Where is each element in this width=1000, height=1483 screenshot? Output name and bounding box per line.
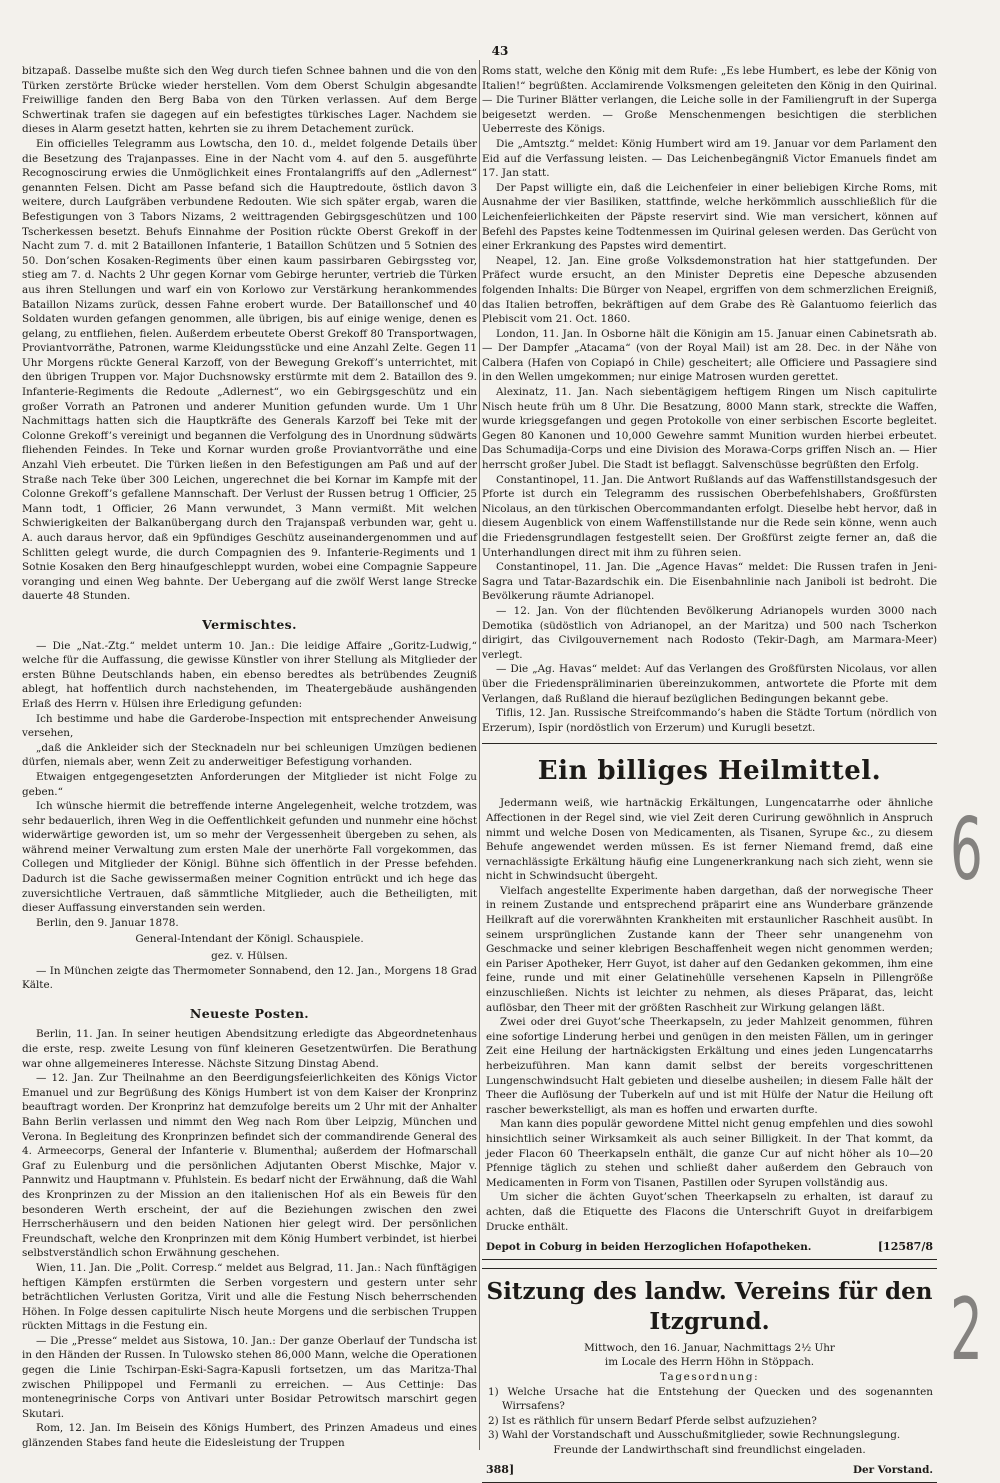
ad-paragraph: Vielfach angestellte Experimente haben dargethan, daß der norwegische Theer in reinem Zustande und entsprechend präparirt eine ans Wunderbare gränzende Heilkraft auf die vorerwähnten Krankheiten mit erstaunlicher Raschheit ausübt. In seinem ursprünglichen Zustande kann der Theer sehr unangenehm von Geschmacke und seiner klebrigen Beschaffenheit wegen nicht genommen werden; ein Pariser Apotheker, Herr Guyot, ist daher auf den Gedanken gekommen, ihm eine feine, runde und mit einer Gelatinehülle versehenen Kapseln in Pillengröße einzuschließen. Nichts ist leichter zu nehmen, als dieses Präparat, das, leicht auflösbar, den Theer mit der größten Raschheit zur Wirkung gelangen läßt. [486, 884, 933, 1014]
handwritten-mark: 2 [950, 1280, 984, 1380]
news-item: — Die „Ag. Havas“ meldet: Auf das Verlangen des Großfürsten Nicolaus, vor allen über die Friedenspräliminarien übereinzukommen, antwortete die Pforte mit dem Verlangen, daß Rußland die hierauf bezüglichen Bedingungen bekannt gebe. [482, 663, 937, 705]
news-item: Roms statt, welche den König mit dem Rufe: „Es lebe Humbert, es lebe der König von Italien!“ begrüßten. Acclamirende Volksmengen geleiteten den König in den Quirinal. — Die Turiner Blätter verlangen, die Leiche solle in der Familiengruft in der Superga beigesetzt werden. — Große Menschenmengen besichtigen die sterblichen Ueberreste des Königs. [482, 65, 937, 136]
page-number: 43 [491, 44, 509, 58]
ad-line: im Locale des Herrn Höhn in Stöppach. [604, 1356, 815, 1369]
section-heading-neueste-posten: Neueste Posten. [189, 1005, 310, 1021]
decree-paragraph: Ich wünsche hiermit die betreffende interne Angelegenheit, welche trotzdem, was sehr bedauerlich, ihren Weg in die Oeffentlichkeit gefunden und nunmehr eine höchst widerwärtige geworden ist, um so mehr der Vergessenheit übergeben zu sehen, als während meiner Verwaltung zum ersten Male der unerhörte Fall vorgekommen, das Collegen und Mitglieder der Königl. Bühne sich öffentlich in der Presse befehden. Dadurch ist die Sache gewissermaßen meiner Cognition entrückt und ich hege das zuversichtliche Vertrauen, daß sämmtliche Mitglieder, auch die Betheiligten, mit dieser Auffassung einverstanden sein werden. [22, 800, 477, 915]
ad-footer [486, 1240, 933, 1255]
news-item: Neapel, 12. Jan. Eine große Volksdemonstration hat hier stattgefunden. Der Präfect wurde ersucht, an den Minister Depretis eine Depesche abzusenden folgenden Inhalts: Die Bürger von Neapel, ergriffen von dem schmerzlichen Ereigniß, das Italien betroffen, bekräftigen auf dem Grabe des Rè Galantuomo feierlich das Plebiscit vom 21. Oct. 1860. [482, 254, 937, 326]
decree-date: Berlin, den 9. Januar 1878. [36, 916, 179, 929]
article-paragraph: Ein officielles Telegramm aus Lowtscha, den 10. d., meldet folgende Details über die Besetzung des Trajanpasses. Eine in der Nacht vom 4. auf den 5. ausgeführte Recognoscirung erwies die Unmöglichkeit eines Frontalangriffs auf den „Adlernest“ genannten Felsen. Dicht am Passe befand sich die Hauptredoute, östlich davon 3 weitere, durch Laufgräben verbundene Redouten. Wie sich später ergab, waren die Befestigungen von 3 Tabors Nizams, 2 weittragenden Gebirgsgeschützen und 100 Tscherkessen besetzt. Behufs Einnahme der Position rückte Oberst Grekoff in der Nacht zum 7. d. mit 2 Bataillonen Infanterie, 1 Bataillon Schützen und 5 Sotnien des 50. Don’schen Kosaken-Regiments über einen kaum passirbaren Gebirgssteg vor, stieg am 7. d. Nachts 2 Uhr gegen Kornar vom Gebirge herunter, vertrieb die Türken aus ihren Stellungen und warf ein von Korlowo zur Verstärkung herankommendes Bataillon Nizams zurück, dessen Fahne erobert wurde. Der Bataillonschef und 40 Soldaten wurden gefangen genommen, alle übrigen, bis auf einige wenige, denen es gelang, zu entfliehen, fielen. Außerdem erbeutete Oberst Grekoff 80 Transportwagen, Proviantvorräthe, Patronen, warme Kleidungsstücke und eine Anzahl Zelte. Gegen 11 Uhr Morgens rückte General Karzoff, von der Bewegung Grekoff’s unterrichtet, mit den übrigen Truppen vor. Major Duchsnowsky erstürmte mit dem 2. Bataillon des 9. Infanterie-Regiments die Redoute „Adlernest“, wo ein Gebirgsgeschütz und ein großer Vorrath an Patronen und anderer Munition gefunden wurde. Um 1 Uhr Nachmittags hatten sich die Hauptkräfte des Generals Karzoff bei Teke mit der Colonne Grekoff’s vereinigt und begannen die Verfolgung des in Unordnung südwärts fliehenden Feindes. In Teke und Kornar wurden große Proviantvorräthe und eine Anzahl Vieh erbeutet. Die Türken ließen in den Befestigungen am Paß und auf der Straße nach Teke über 300 Leichen, ungerechnet die bei Kornar im Kampfe mit der Colonne Grekoff’s gefallene Mannschaft. Der Verlust der Russen betrug 1 Officier, 25 Mann todt, 1 Officier, 26 Mann verwundet, 3 Mann vermißt. Mit welchen Schwierigkeiten der Balkanübergang durch den Trajanspaß verbunden war, geht u. A. auch daraus hervor, daß ein 9pfündiges Geschütz auseinandergenommen und auf Schlitten gelegt wurde, die durch Compagnien des 9. Infanterie-Regiments und 1 Sotnie Kosaken den Berg hinaufgeschleppt wurden, wobei eine Compagnie Sappeure voranging und einen Weg bahnte. Der Uebergang auf die zwölf Werst lange Strecke dauerte 48 Stunden. [22, 137, 477, 603]
left-column [22, 64, 477, 1464]
ad-agenda-heading: Tagesordnung: [659, 1370, 760, 1383]
decree-paragraph: „daß die Ankleider sich der Stecknadeln nur bei schleunigen Umzügen bedienen dürfen, niemals aber, wenn Zeit zu anderweitiger Befestigung vorhanden. [22, 741, 477, 769]
decree-paragraph: Ich bestimme und habe die Garderobe-Inspection mit entsprechender Anweisung versehen, [22, 712, 477, 740]
news-item: Alexinatz, 11. Jan. Nach siebentägigem heftigem Ringen um Nisch capitulirte Nisch heute früh um 8 Uhr. Die Besatzung, 8000 Mann stark, streckte die Waffen, wurde kriegsgefangen und gegen Protokolle von einer serbischen Escorte begleitet. Gegen 80 Kanonen und 10,000 Gewehre sammt Munition wurden hierbei erbeutet. Das Schumadija-Corps und eine Division des Morawa-Corps griffen Nisch an. — Hier herrscht großer Jubel. Die Stadt ist beflaggt. Salvenschüsse begrüßten den Erfolg. [482, 386, 937, 472]
ad-paragraph: Man kann dies populär gewordene Mittel nicht genug empfehlen und dies sowohl hinsichtlich seiner Wirksamkeit als auch seiner Billigkeit. In der That kommt, da jeder Flacon 60 Theerkapseln enthält, die ganze Cur auf nicht höher als 10—20 Pfennige täglich zu stehen und schließt daher außerdem den Gebrauch von Medicamenten in Form von Tisanen, Pastillen oder Syrupen vollständig aus. [486, 1118, 933, 1189]
news-item: Wien, 11. Jan. Die „Polit. Corresp.“ meldet aus Belgrad, 11. Jan.: Nach fünftägigen heftigen Kämpfen erstürmten die Serben vorgestern und gestern unter sehr beträchtlichen Verlusten Goritza, Virit und alle die Festung Nisch beherrschenden Höhen. In Folge dessen capitulirte Nisch heute Morgens und die serbischen Truppen rückten Mittags in die Festung ein. [22, 1261, 477, 1333]
news-item: Die „Amtsztg.“ meldet: König Humbert wird am 19. Januar vor dem Parlament den Eid auf die Verfassung leisten. — Das Leichenbegängniß Victor Emanuels findet am 17. Jan statt. [482, 137, 937, 180]
decree-signature-title: General-Intendant der Königl. Schauspiele. [135, 933, 364, 946]
ad-line: Freunde der Landwirthschaft sind freundlichst eingeladen. [553, 1443, 866, 1456]
ad-paragraph: Jedermann weiß, wie hartnäckig Erkältungen, Lungencatarrhe oder ähnliche Affectionen in der Regel sind, wie viel Zeit deren Curirung gewöhnlich in Anspruch nimmt und welche Dosen von Medicamenten, als Tisanen, Syrupe &c., zu diesem Behufe angewendet werden müssen. Es ist ferner Niemand fremd, daß eine vernachlässigte Erkältung häufig eine Lungenerkrankung nach sich zieht, wenn sie nicht in Schwindsucht übergeht. [486, 797, 933, 883]
news-item: Rom, 12. Jan. Im Beisein des Königs Humbert, des Prinzen Amadeus und eines glänzenden Stabes fand heute die Eidesleistung der Truppen [22, 1422, 477, 1450]
article-paragraph: — Die „Nat.-Ztg.“ meldet unterm 10. Jan.: Die leidige Affaire „Goritz-Ludwig,“ welche für die Auffassung, die gewisse Künstler von ihrer Stellung als Mitglieder der ersten Bühne Deutschlands haben, ein ebenso beredtes als betrübendes Zeugniß ablegt, hat hoffentlich durch nachstehenden, im Theatergebäude aushängenden Erlaß des Herrn v. Hülsen ihre Erledigung gefunden: [22, 639, 477, 710]
news-item: Der Papst willigte ein, daß die Leichenfeier in einer beliebigen Kirche Roms, mit Ausnahme der vier Basiliken, stattfinde, welche herkömmlich ausschließlich für die Leichenfeierlichkeiten der Päpste reservirt sind. Wie man versichert, können auf Befehl des Papstes keine Todtenmessen im Quirinal gelesen werden. Das Gerücht von einer Erkrankung des Papstes wird dementirt. [482, 181, 937, 253]
advertisement-sitzung [482, 1268, 937, 1483]
news-item: Constantinopel, 11. Jan. Die „Agence Havas“ meldet: Die Russen trafen in Jeni-Sagra und Tatar-Bazardschik ein. Die Eisenbahnlinie nach Janiboli ist bedroht. Die Bevölkerung räumte Adrianopel. [482, 561, 937, 603]
agenda-item: 3) Wahl der Vorstandschaft und Ausschußmitglieder, sowie Rechnungslegung. [488, 1429, 901, 1442]
ad-paragraph: Zwei oder drei Guyot’sche Theerkapseln, zu jeder Mahlzeit genommen, führen eine sofortige Linderung herbei und genügen in den meisten Fällen, um in geringer Zeit eine Heilung der hartnäckigsten Erkältung und eines jeden Lungencatarrhs herbeizuführen. Man kann damit selbst der bereits vorgeschrittenen Lungenschwindsucht Halt gebieten und dieselbe ausheilen; in diesem Falle hält der Theer die Auflösung der Tuberkeln auf und ist mit Hülfe der Natur die Heilung oft rascher bewerkstelligt, als man es hoffen und erwarten durfte. [486, 1016, 933, 1116]
article-paragraph: bitzapaß. Dasselbe mußte sich den Weg durch tiefen Schnee bahnen und die von den Türken zerstörte Brücke wieder herstellen. Vom dem Oberst Schulgin abgesandte Freiwillige fanden den Berg Baba von den Türken verlassen. Auf dem Berge Schwertinak trafen sie dagegen auf ein befestigtes türkisches Lager. Nachdem sie dieses in Alarm gesetzt hatten, kehrten sie zu ihrem Detachement zurück. [22, 65, 477, 136]
right-column [482, 64, 937, 1477]
decree-paragraph: Etwaigen entgegengesetzten Anforderungen der Mitglieder ist nicht Folge zu geben.“ [22, 770, 477, 798]
ad-reference: 388] [486, 1463, 515, 1477]
ad-footer [486, 1463, 933, 1478]
ad-title: Ein billiges Heilmittel. [537, 756, 882, 787]
column-divider [479, 60, 480, 1450]
ad-reference: [12587/8 [877, 1240, 933, 1254]
handwritten-mark: 6 [950, 800, 984, 900]
ad-paragraph: Um sicher die ächten Guyot’schen Theerkapseln zu erhalten, ist darauf zu achten, daß die Etiquette des Flacons die Unterschrift Guyot in dreifarbigem Drucke enthält. [486, 1191, 933, 1233]
section-heading-vermischtes: Vermischtes. [202, 616, 297, 632]
decree-signature: gez. v. Hülsen. [211, 950, 288, 963]
ad-signature: Der Vorstand. [852, 1464, 933, 1477]
news-item: Tiflis, 12. Jan. Russische Streifcommando’s haben die Städte Tortum (nördlich von Erzerum), Ispir (nordöstlich von Erzerum) und Kurugli besetzt. [482, 707, 937, 734]
news-item: London, 11. Jan. In Osborne hält die Königin am 15. Januar einen Cabinetsrath ab. — Der Dampfer „Atacama“ (von der Royal Mail) ist am 28. Dec. in der Nähe von Calbera (Hafen von Copiapó in Chile) gescheitert; alle Officiere und Passagiere sind in den Wellen umgekommen; nur einige Matrosen wurden gerettet. [482, 327, 937, 384]
advertisement-heilmittel [482, 743, 937, 1259]
ad-line: Mittwoch, den 16. Januar, Nachmittags 2½ Uhr [584, 1341, 835, 1354]
ad-depot: Depot in Coburg in beiden Herzoglichen Hofapotheken. [486, 1241, 812, 1254]
article-paragraph: — In München zeigte das Thermometer Sonnabend, den 12. Jan., Morgens 18 Grad Kälte. [22, 964, 477, 992]
news-item: — Die „Presse“ meldet aus Sistowa, 10. Jan.: Der ganze Oberlauf der Tundscha ist in den Händen der Russen. In Tulowsko stehen 86,000 Mann, welche die Operationen gegen die Linie Tschirpan-Eski-Sagra-Kapusli fortsetzen, um das Maritza-Thal zwischen Philippopel und Fermanli zu erreichen. — Aus Cettinje: Das montenegrinische Corps von Antivari unter Bosidar Petrowitsch marschirt gegen Skutari. [22, 1334, 477, 1420]
news-item: — 12. Jan. Von der flüchtenden Bevölkerung Adrianopels wurden 3000 nach Demotika (südöstlich von Adrianopel, an der Maritza) und 500 nach Tscherkon dirigirt, das Civilgouvernement nach Rodosto (Tekir-Dagh, am Marmara-Meer) verlegt. [482, 604, 937, 661]
news-item: Berlin, 11. Jan. In seiner heutigen Abendsitzung erledigte das Abgeordnetenhaus die erste, resp. zweite Lesung von fünf kleineren Gesetzentwürfen. Die Berathung war ohne allgemeineres Interesse. Nächste Sitzung Dinstag Abend. [22, 1028, 477, 1070]
agenda-item: 1) Welche Ursache hat die Entstehung der Quecken und des sogenannten Wirrsafens? [488, 1385, 933, 1413]
ad-title: Sitzung des landw. Vereins für den Itzgrund. [486, 1277, 933, 1335]
news-item: — 12. Jan. Zur Theilnahme an den Beerdigungsfeierlichkeiten des Königs Victor Emanuel und zur Begrüßung des Königs Humbert ist von dem Kaiser der Kronprinz beauftragt worden. Der Kronprinz hat demzufolge bereits um 2 Uhr mit der Anhalter Bahn Berlin verlassen und nimmt den Weg nach Rom über Leipzig, München und Verona. In Begleitung des Kronprinzen befindet sich der commandirende General des 4. Armeecorps, General der Infanterie v. Blumenthal; außerdem der Hofmarschall Graf zu Eulenburg und die persönlichen Adjutanten Oberst Mischke, Major v. Pannwitz und Hauptmann v. Pfuhlstein. Es bedarf nicht der Erwähnung, daß die Wahl des Kronprinzen zu der Mission an den italienischen Hof als ein Beweis für den besonderen Werth erscheint, der auf die Beziehungen zwischen den zwei Herrscherhäusern und den beiden Nationen hier gelegt wird. Der persönlichen Freundschaft, welche den Kronprinzen mit dem König Humbert verbindet, ist hierbei selbstverständlich schon Erwähnung geschehen. [22, 1072, 477, 1260]
agenda-item: 2) Ist es räthlich für unsern Bedarf Pferde selbst aufzuziehen? [488, 1414, 817, 1427]
news-item: Constantinopel, 11. Jan. Die Antwort Rußlands auf das Waffenstillstandsgesuch der Pforte ist durch ein Telegramm des russischen Oberbefehlshabers, Großfürsten Nicolaus, an den türkischen Obercommandanten erfolgt. Dieselbe hebt hervor, daß in diesem Augenblick von einem Waffenstillstande nur die Rede sein könne, wenn auch die Friedensgrundlagen festgestellt seien. Der Großfürst zeigte ferner an, daß die Unterhandlungen direct mit ihm zu führen seien. [482, 473, 937, 559]
